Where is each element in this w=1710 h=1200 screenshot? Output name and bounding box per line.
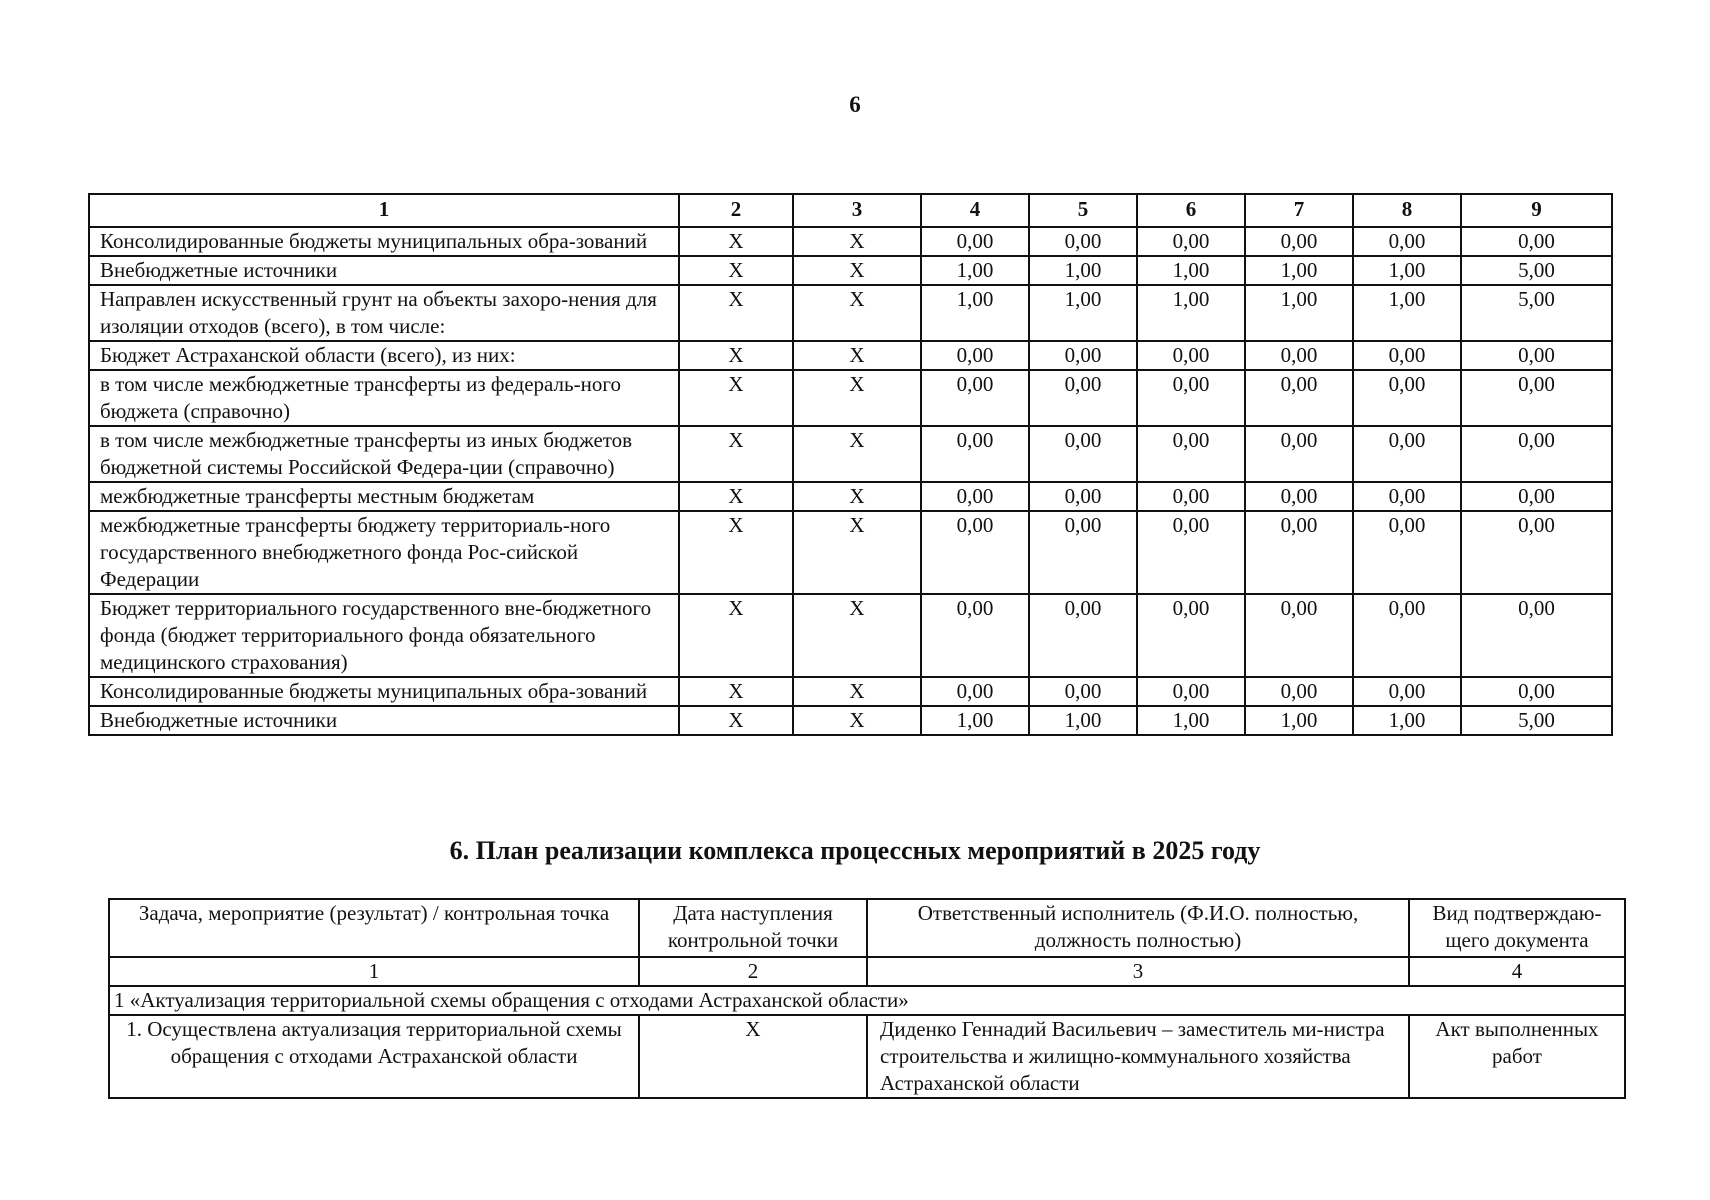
item-event: 1. Осуществлена актуализация территориальной схемы обращения с отходами Астраханской области: [109, 1015, 639, 1098]
finance-row: [89, 285, 1612, 341]
row-value: 0,00: [1137, 511, 1245, 594]
section-title: 6. План реализации комплекса процессных мероприятий в 2025 году: [449, 836, 1261, 865]
row-value: 0,00: [1461, 677, 1612, 706]
row-value: 0,00: [1029, 594, 1137, 677]
column-number: 6: [1137, 194, 1245, 227]
row-label: Бюджет территориального государственного вне-бюджетного фонда (бюджет территориального фонда обязательного медицинского страхования): [89, 594, 679, 677]
row-value: 0,00: [1029, 227, 1137, 256]
row-value: 0,00: [921, 426, 1029, 482]
row-value: 1,00: [921, 256, 1029, 285]
page-number: 6: [849, 92, 861, 117]
plan-header-row: [109, 899, 1625, 957]
finance-row: [89, 482, 1612, 511]
row-value: 0,00: [1137, 594, 1245, 677]
row-value: X: [793, 370, 921, 426]
row-value: 0,00: [1461, 482, 1612, 511]
header-date: Дата наступления контрольной точки: [639, 899, 867, 957]
row-value: 0,00: [1137, 426, 1245, 482]
row-value: 1,00: [1029, 256, 1137, 285]
finance-table-body: [89, 194, 1612, 735]
row-value: X: [793, 677, 921, 706]
row-value: 0,00: [1137, 482, 1245, 511]
row-value: X: [679, 370, 793, 426]
row-value: 1,00: [1353, 706, 1461, 735]
column-number: 3: [793, 194, 921, 227]
row-value: 0,00: [1245, 594, 1353, 677]
plan-column-numbers-row: [109, 957, 1625, 986]
row-value: 0,00: [1353, 482, 1461, 511]
row-value: X: [679, 677, 793, 706]
row-value: X: [679, 256, 793, 285]
row-value: 0,00: [1461, 341, 1612, 370]
row-value: X: [679, 285, 793, 341]
row-value: 0,00: [1029, 341, 1137, 370]
header-responsible: Ответственный исполнитель (Ф.И.О. полностью, должность полностью): [867, 899, 1409, 957]
column-number: 7: [1245, 194, 1353, 227]
row-label: Внебюджетные источники: [89, 706, 679, 735]
row-value: 0,00: [1353, 511, 1461, 594]
finance-row: [89, 706, 1612, 735]
row-value: 0,00: [1245, 511, 1353, 594]
row-value: 0,00: [1353, 594, 1461, 677]
row-label: межбюджетные трансферты бюджету территориаль-ного государственного внебюджетного фонда Рос-сийской Федерации: [89, 511, 679, 594]
row-value: 5,00: [1461, 256, 1612, 285]
column-number: 5: [1029, 194, 1137, 227]
column-number: 9: [1461, 194, 1612, 227]
row-value: X: [793, 227, 921, 256]
row-value: 0,00: [1245, 426, 1353, 482]
row-value: X: [793, 341, 921, 370]
plan-task-row: [109, 986, 1625, 1015]
row-value: 0,00: [1353, 677, 1461, 706]
column-number: 3: [867, 957, 1409, 986]
row-value: 0,00: [921, 677, 1029, 706]
row-value: 5,00: [1461, 706, 1612, 735]
column-number: 2: [679, 194, 793, 227]
row-value: 0,00: [1029, 482, 1137, 511]
row-label: Консолидированные бюджеты муниципальных обра-зований: [89, 677, 679, 706]
finance-row: [89, 227, 1612, 256]
row-value: X: [793, 511, 921, 594]
plan-table: [108, 898, 1626, 1099]
row-value: 0,00: [1029, 370, 1137, 426]
column-number: 8: [1353, 194, 1461, 227]
row-value: 1,00: [1245, 256, 1353, 285]
finance-row: [89, 426, 1612, 482]
row-value: 1,00: [921, 285, 1029, 341]
row-value: 0,00: [1245, 341, 1353, 370]
item-responsible: Диденко Геннадий Васильевич – заместитель ми-нистра строительства и жилищно-коммунального хозяйства Астраханской области: [867, 1015, 1409, 1098]
finance-row: [89, 256, 1612, 285]
row-value: X: [793, 482, 921, 511]
column-number: 4: [921, 194, 1029, 227]
row-value: X: [679, 426, 793, 482]
row-value: 1,00: [1245, 285, 1353, 341]
row-value: 0,00: [1461, 426, 1612, 482]
column-number: 1: [109, 957, 639, 986]
row-value: 1,00: [1353, 256, 1461, 285]
row-value: 1,00: [1245, 706, 1353, 735]
row-value: 5,00: [1461, 285, 1612, 341]
row-value: 0,00: [1461, 370, 1612, 426]
row-label: Внебюджетные источники: [89, 256, 679, 285]
row-value: 0,00: [921, 227, 1029, 256]
row-value: X: [793, 426, 921, 482]
row-label: в том числе межбюджетные трансферты из иных бюджетов бюджетной системы Российской Федера-ции (справочно): [89, 426, 679, 482]
finance-row: [89, 677, 1612, 706]
finance-row: [89, 594, 1612, 677]
row-value: 0,00: [1245, 227, 1353, 256]
column-number: 2: [639, 957, 867, 986]
row-value: 0,00: [921, 594, 1029, 677]
plan-item-row: [109, 1015, 1625, 1098]
row-value: 1,00: [1029, 706, 1137, 735]
column-number: 1: [89, 194, 679, 227]
row-value: 0,00: [921, 511, 1029, 594]
finance-column-numbers-row: [89, 194, 1612, 227]
row-value: 0,00: [1353, 370, 1461, 426]
finance-row: [89, 511, 1612, 594]
row-value: 0,00: [1137, 677, 1245, 706]
row-value: 0,00: [1245, 677, 1353, 706]
row-value: 0,00: [1461, 511, 1612, 594]
row-value: X: [679, 511, 793, 594]
row-value: 0,00: [1353, 227, 1461, 256]
row-value: 1,00: [1137, 706, 1245, 735]
row-label: Бюджет Астраханской области (всего), из них:: [89, 341, 679, 370]
row-value: X: [679, 227, 793, 256]
column-number: 4: [1409, 957, 1625, 986]
row-value: 0,00: [1353, 341, 1461, 370]
row-value: 0,00: [1137, 341, 1245, 370]
row-value: 0,00: [921, 482, 1029, 511]
row-value: 1,00: [1029, 285, 1137, 341]
row-value: 0,00: [1245, 370, 1353, 426]
row-value: 0,00: [1137, 227, 1245, 256]
row-value: X: [679, 706, 793, 735]
row-value: X: [679, 482, 793, 511]
row-value: X: [793, 706, 921, 735]
row-label: Направлен искусственный грунт на объекты захоро-нения для изоляции отходов (всего), в том числе:: [89, 285, 679, 341]
item-date: X: [639, 1015, 867, 1098]
row-label: Консолидированные бюджеты муниципальных обра-зований: [89, 227, 679, 256]
row-value: 0,00: [1029, 511, 1137, 594]
row-value: 0,00: [921, 341, 1029, 370]
row-value: 0,00: [1353, 426, 1461, 482]
row-value: 0,00: [1245, 482, 1353, 511]
header-document: Вид подтверждаю-щего документа: [1409, 899, 1625, 957]
row-value: 1,00: [1137, 285, 1245, 341]
row-value: 0,00: [1029, 677, 1137, 706]
row-value: 0,00: [1029, 426, 1137, 482]
row-value: X: [679, 594, 793, 677]
row-value: 0,00: [1137, 370, 1245, 426]
finance-row: [89, 341, 1612, 370]
header-task: Задача, мероприятие (результат) / контрольная точка: [109, 899, 639, 957]
row-label: в том числе межбюджетные трансферты из федераль-ного бюджета (справочно): [89, 370, 679, 426]
task-title: 1 «Актуализация территориальной схемы обращения с отходами Астраханской области»: [109, 986, 1625, 1015]
row-value: 0,00: [1461, 594, 1612, 677]
item-document: Акт выполненных работ: [1409, 1015, 1625, 1098]
row-value: 0,00: [1461, 227, 1612, 256]
row-value: X: [679, 341, 793, 370]
row-value: 0,00: [921, 370, 1029, 426]
row-label: межбюджетные трансферты местным бюджетам: [89, 482, 679, 511]
row-value: 1,00: [1353, 285, 1461, 341]
row-value: X: [793, 594, 921, 677]
finance-table: [88, 193, 1613, 736]
row-value: X: [793, 285, 921, 341]
row-value: X: [793, 256, 921, 285]
finance-row: [89, 370, 1612, 426]
row-value: 1,00: [1137, 256, 1245, 285]
row-value: 1,00: [921, 706, 1029, 735]
